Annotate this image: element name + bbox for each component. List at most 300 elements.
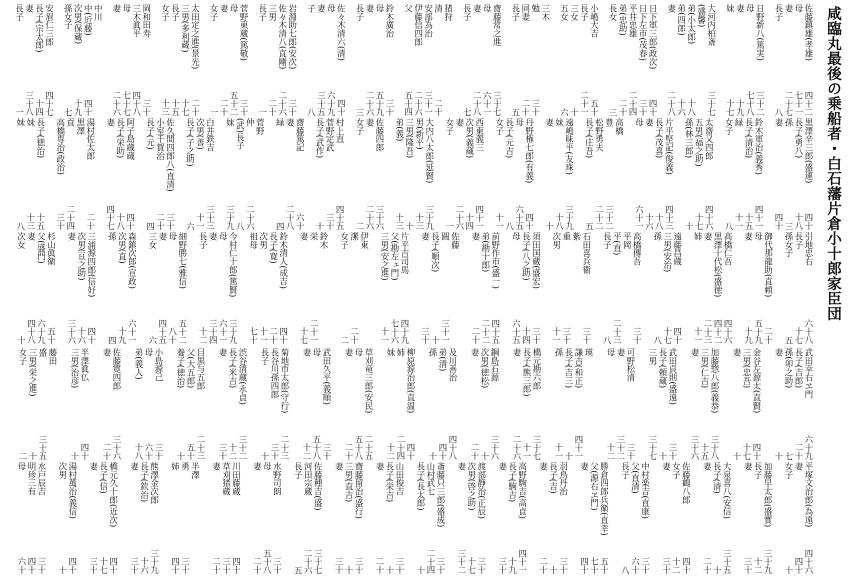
member-name: 長子: [257, 4, 268, 21]
member-name: 安眉仁三郎: [44, 4, 55, 46]
member-name: 今村仁十郎(篤賢): [228, 232, 239, 298]
member-name: 妻: [472, 4, 483, 13]
member-age: 四十: [26, 557, 37, 574]
member-name: 加藤早太郎(盛實): [763, 462, 774, 528]
household-group: [106, 118, 136, 230]
member-name: 丹野権七郎(有義): [524, 118, 535, 184]
member-name: 斎藤只三郎(盛成): [435, 462, 446, 528]
member-entry: [470, 348, 480, 460]
member-name: 鋼島石源: [490, 348, 500, 382]
member-entry: [67, 232, 77, 344]
member-age: 七: [63, 107, 74, 116]
household-group: [511, 232, 541, 344]
household-group: [18, 348, 58, 460]
member-entry: [195, 118, 205, 230]
member-name: 佐藤鶴八郎: [681, 462, 692, 504]
member-entry: [146, 118, 156, 230]
member-entry: [45, 4, 55, 116]
member-entry: [77, 232, 87, 344]
member-entry: [648, 348, 658, 460]
member-name: 日下左市(茂春): [638, 4, 649, 61]
member-entry: [258, 4, 268, 116]
member-name: 伊藤信四郎: [413, 4, 424, 46]
household-group: [653, 232, 683, 344]
member-entry: [89, 462, 99, 574]
member-name: 武田久平(義順): [322, 348, 332, 405]
member-age: 十: [684, 221, 695, 230]
member-entry: [681, 462, 691, 574]
household-group: [209, 4, 249, 116]
household-group: [560, 4, 600, 116]
member-age: 三: [355, 107, 365, 116]
member-entry: [490, 348, 500, 460]
member-entry: [335, 118, 345, 230]
member-age: 七十八: [745, 90, 756, 116]
household-group: [732, 348, 762, 460]
member-entry: [560, 4, 570, 116]
member-age: 十: [784, 565, 794, 574]
member-entry: [482, 4, 492, 116]
member-name: 三男: [648, 348, 658, 365]
member-name: 長子(欽治): [139, 462, 150, 503]
member-age: 三十六: [490, 434, 500, 460]
roster-band-3: [4, 232, 814, 344]
member-age: 二十八: [666, 90, 677, 116]
member-age: 五十二: [177, 318, 188, 344]
member-name: 孫: [107, 232, 118, 241]
member-entry: [570, 4, 580, 116]
member-age: 十九: [735, 99, 746, 116]
member-age: 五十四: [403, 90, 414, 116]
member-entry: [671, 462, 681, 574]
member-entry: [385, 462, 395, 574]
member-entry: [804, 232, 814, 344]
member-entry: [704, 118, 714, 230]
roster-band-1: [4, 4, 814, 116]
member-entry: [457, 462, 467, 574]
member-entry: [225, 118, 235, 230]
member-age: 十: [548, 565, 559, 574]
member-age: 三十七: [706, 90, 717, 116]
member-entry: [355, 118, 365, 230]
member-name: 豊: [604, 118, 615, 127]
member-name: 父(大五郎): [186, 348, 196, 389]
member-name: 次男(徳松): [480, 348, 490, 389]
member-age: 四十: [336, 99, 347, 116]
member-name: 妻: [774, 118, 784, 127]
member-name: 長子: [355, 4, 365, 21]
member-entry: [211, 462, 221, 574]
member-entry: [414, 4, 424, 116]
member-name: 妻: [666, 4, 677, 13]
member-age: 七十: [589, 557, 600, 574]
member-name: 妻: [661, 462, 672, 471]
household-group: [89, 462, 119, 574]
member-name: 妻: [66, 232, 77, 241]
member-entry: [185, 118, 195, 230]
member-entry: [269, 232, 279, 344]
member-entry: [270, 348, 280, 460]
member-age: 三十五: [38, 434, 48, 460]
member-name: 猪狩: [443, 4, 454, 21]
member-age: 五十: [46, 327, 57, 344]
member-name: 五男(福之助): [694, 118, 705, 167]
member-entry: [687, 4, 697, 116]
member-name: 妻: [644, 118, 655, 127]
member-age: 二十: [520, 99, 531, 116]
member-entry: [582, 232, 592, 344]
member-age: 三十四: [208, 318, 219, 344]
member-age: 十六: [139, 557, 150, 574]
member-entry: [386, 348, 396, 460]
member-name: 子: [306, 4, 317, 13]
member-entry: [303, 462, 313, 574]
member-age: 二十: [538, 557, 549, 574]
member-name: 仲: [245, 118, 256, 127]
member-entry: [634, 118, 644, 230]
member-entry: [73, 4, 83, 116]
member-age: 三十: [55, 213, 66, 230]
member-entry: [784, 348, 794, 460]
member-entry: [710, 348, 720, 460]
member-name: 長子(宗太郎): [34, 4, 45, 53]
member-entry: [80, 348, 90, 460]
member-entry: [70, 348, 80, 460]
member-entry: [742, 348, 752, 460]
member-name: 大泉喜八(安信): [722, 462, 733, 519]
member-age: 三十八: [24, 90, 35, 116]
member-entry: [122, 4, 132, 116]
member-entry: [315, 118, 325, 230]
member-age: 十三: [160, 99, 171, 116]
member-name: 妹: [25, 118, 36, 127]
member-entry: [198, 232, 208, 344]
member-name: 妻: [157, 232, 168, 241]
member-name: 妻: [285, 118, 296, 127]
member-age: 四十六: [704, 204, 715, 230]
member-name: 五女: [559, 4, 570, 21]
member-name: 武田貞則(盛遠): [668, 348, 678, 405]
member-name: 妻: [299, 232, 310, 241]
member-age: 二十六: [413, 90, 424, 116]
member-name: 長子: [260, 348, 270, 365]
member-name: 孫: [554, 348, 564, 357]
member-entry: [99, 462, 109, 574]
member-age: 四: [145, 221, 156, 230]
member-entry: [181, 4, 191, 116]
member-entry: [425, 118, 435, 230]
member-entry: [559, 462, 569, 574]
member-age: 四十: [524, 213, 535, 230]
member-age: 四: [107, 335, 118, 344]
member-name: 佐藤四郎: [375, 118, 385, 152]
member-age: 十二: [302, 443, 312, 460]
member-name: 同妻: [520, 4, 531, 21]
member-entry: [116, 118, 126, 230]
member-entry: [531, 232, 541, 344]
member-age: 三十七: [492, 90, 503, 116]
household-group: [16, 118, 46, 230]
member-name: 長子: [293, 462, 304, 479]
member-name: 長子(清): [712, 462, 723, 494]
member-name: 姉: [170, 462, 181, 471]
member-entry: [638, 4, 648, 116]
member-name: 三木: [540, 4, 551, 21]
household-group: [774, 4, 814, 116]
member-entry: [312, 348, 322, 460]
member-entry: [380, 232, 390, 344]
member-age: 三十: [632, 327, 643, 344]
member-entry: [156, 118, 166, 230]
member-entry: [545, 118, 555, 230]
member-age: 四十: [231, 557, 242, 574]
member-entry: [309, 232, 319, 344]
member-age: 四十六: [723, 318, 734, 344]
member-entry: [112, 348, 122, 460]
member-name: 三女: [147, 232, 158, 249]
member-entry: [279, 232, 289, 344]
member-age: 十九: [743, 327, 754, 344]
member-name: 勇: [180, 462, 191, 471]
member-entry: [620, 462, 630, 574]
member-entry: [444, 4, 454, 116]
member-entry: [511, 232, 521, 344]
member-entry: [405, 118, 415, 230]
member-entry: [794, 4, 804, 116]
member-entry: [673, 232, 683, 344]
member-name: 妻: [219, 4, 230, 13]
member-entry: [794, 118, 804, 230]
member-age: 四: [275, 221, 286, 230]
member-name: 三男(治彦): [70, 348, 80, 389]
member-name: 妻: [544, 118, 555, 127]
household-group: [608, 4, 658, 116]
member-age: 三十九: [225, 204, 236, 230]
member-entry: [614, 118, 624, 230]
member-entry: [555, 118, 565, 230]
member-age: 三十: [531, 327, 542, 344]
member-age: 一: [209, 107, 220, 116]
member-name: 妻: [102, 348, 112, 357]
member-age: 三十: [239, 99, 250, 116]
member-entry: [209, 4, 219, 116]
member-age: 三十: [638, 99, 649, 116]
member-entry: [667, 4, 677, 116]
member-entry: [590, 462, 600, 574]
member-name: 佐久間四郎八(直清): [165, 118, 176, 192]
member-entry: [481, 232, 491, 344]
member-age: 十九: [73, 99, 84, 116]
member-entry: [434, 4, 444, 116]
member-name: 伊東: [359, 232, 370, 249]
member-name: 姉: [693, 232, 704, 241]
household-group: [580, 462, 610, 574]
member-name: 孫(卯之助): [784, 348, 794, 389]
member-entry: [668, 348, 678, 460]
household-group: [258, 4, 298, 116]
member-entry: [171, 462, 181, 574]
member-entry: [87, 232, 97, 344]
member-name: 村上直: [335, 118, 346, 144]
member-entry: [640, 462, 650, 574]
member-entry: [763, 462, 773, 574]
member-name: 弟(四郎): [676, 4, 687, 36]
member-name: 長子(栄吉): [385, 462, 395, 503]
member-entry: [260, 348, 270, 460]
member-entry: [38, 348, 48, 460]
member-age: 三十五: [316, 90, 327, 116]
member-name: 長子(徳治): [35, 118, 46, 159]
member-name: 長女: [608, 4, 619, 21]
member-name: 次女: [16, 232, 27, 249]
household-group: [56, 118, 96, 230]
member-entry: [753, 462, 763, 574]
member-age: 十一: [195, 213, 206, 230]
member-entry: [804, 462, 814, 574]
member-entry: [525, 118, 535, 230]
household-group: [420, 232, 460, 344]
member-name: 長子(頼蔵): [658, 348, 668, 389]
member-age: 十三: [414, 213, 425, 230]
member-age: 十七: [98, 557, 109, 574]
member-age: 十一: [380, 327, 390, 344]
member-entry: [602, 232, 612, 344]
member-age: 四十二: [713, 318, 724, 344]
member-name: 長子: [579, 4, 590, 21]
member-name: 孫女子: [784, 232, 794, 258]
member-age: 四十一: [754, 204, 765, 230]
member-name: 妻: [470, 348, 480, 357]
household-group: [667, 4, 717, 116]
member-age: 二: [355, 221, 365, 230]
member-entry: [293, 462, 303, 574]
member-age: 四十八: [448, 434, 458, 460]
member-entry: [252, 462, 262, 574]
member-name: 西東義三: [474, 118, 485, 152]
member-age: 六十五: [511, 318, 522, 344]
member-entry: [743, 462, 753, 574]
document-title: 咸臨丸最後の乗船者・白石藩片倉小十郎家臣団: [825, 6, 841, 321]
member-name: 女子: [724, 118, 735, 135]
member-name: 中川: [93, 4, 104, 21]
member-entry: [86, 118, 96, 230]
member-age: 八: [724, 221, 735, 230]
member-name: 遠藤昌蔵: [672, 232, 683, 266]
member-entry: [628, 4, 638, 116]
member-age: 四十二: [804, 90, 814, 116]
household-group: [743, 462, 773, 574]
member-entry: [126, 118, 136, 230]
household-group: [63, 4, 103, 116]
member-age: 十: [415, 565, 426, 574]
member-age: 二十: [433, 99, 444, 116]
member-name: 長子(長太郎): [415, 462, 426, 511]
member-age: 三十: [420, 327, 431, 344]
member-name: 水野司朗: [272, 462, 283, 496]
member-name: 圓: [440, 232, 451, 241]
member-entry: [344, 348, 354, 460]
member-age: 三十: [141, 99, 152, 116]
household-group: [648, 348, 678, 460]
member-age: 五十二: [229, 90, 240, 116]
member-name: 佐藤種吉(盛): [313, 462, 324, 511]
roster-band-5: [4, 462, 814, 574]
member-entry: [166, 118, 176, 230]
member-name: 可野松清: [626, 348, 636, 382]
member-name: 片平堅記(俊義): [664, 118, 675, 175]
member-age: 六十: [630, 557, 641, 574]
member-name: 女子: [209, 4, 220, 21]
member-age: 二十四: [396, 434, 406, 460]
member-entry: [288, 4, 298, 116]
member-name: 母: [375, 4, 385, 13]
member-name: 長子(寛): [268, 232, 279, 264]
member-entry: [76, 118, 86, 230]
member-entry: [690, 348, 700, 460]
member-entry: [255, 118, 265, 230]
member-name: 母: [634, 118, 645, 127]
household-group: [16, 232, 56, 344]
member-age: 二十六: [512, 434, 522, 460]
household-group: [725, 4, 765, 116]
member-entry: [505, 118, 515, 230]
member-age: 十九: [117, 327, 128, 344]
member-name: 次男(義蔵): [464, 118, 475, 159]
member-age: 三十: [322, 443, 332, 460]
member-entry: [171, 4, 181, 116]
member-name: 河田宗蔵: [303, 462, 314, 496]
household-group: [471, 232, 501, 344]
member-name: 妻: [690, 348, 700, 357]
household-group: [784, 232, 814, 344]
member-entry: [438, 348, 448, 460]
member-age: 二十三: [612, 318, 623, 344]
member-entry: [196, 348, 206, 460]
member-age: 十: [57, 565, 68, 574]
member-age: 十八: [686, 99, 697, 116]
member-age: 三十: [180, 557, 191, 574]
member-name: 黒澤: [75, 118, 86, 135]
member-entry: [221, 462, 231, 574]
member-age: 三: [784, 221, 794, 230]
member-entry: [249, 232, 259, 344]
member-age: 四十三: [664, 204, 675, 230]
member-entry: [142, 4, 152, 116]
member-entry: [176, 348, 186, 460]
member-name: 松野勇夫: [594, 118, 605, 152]
member-age: 二十: [85, 213, 96, 230]
member-name: 高橋: [614, 118, 625, 135]
member-entry: [158, 232, 168, 344]
member-name: 長子: [462, 4, 473, 21]
member-age: 六十九: [804, 434, 814, 460]
member-age: 八: [15, 221, 26, 230]
member-age: 四十: [278, 327, 289, 344]
household-group: [355, 4, 395, 116]
member-age: 十一: [734, 213, 745, 230]
member-name: 弟(清): [438, 348, 448, 372]
household-group: [293, 462, 323, 574]
member-age: 十五: [744, 213, 755, 230]
member-name: 母: [606, 348, 616, 357]
household-group: [198, 232, 238, 344]
member-name: 妻: [497, 462, 508, 471]
member-name: 中(近藤): [83, 4, 94, 36]
member-name: 長子: [794, 232, 804, 249]
member-age: 五十: [599, 557, 610, 574]
member-age: 二十六: [454, 204, 465, 230]
member-entry: [794, 232, 804, 344]
